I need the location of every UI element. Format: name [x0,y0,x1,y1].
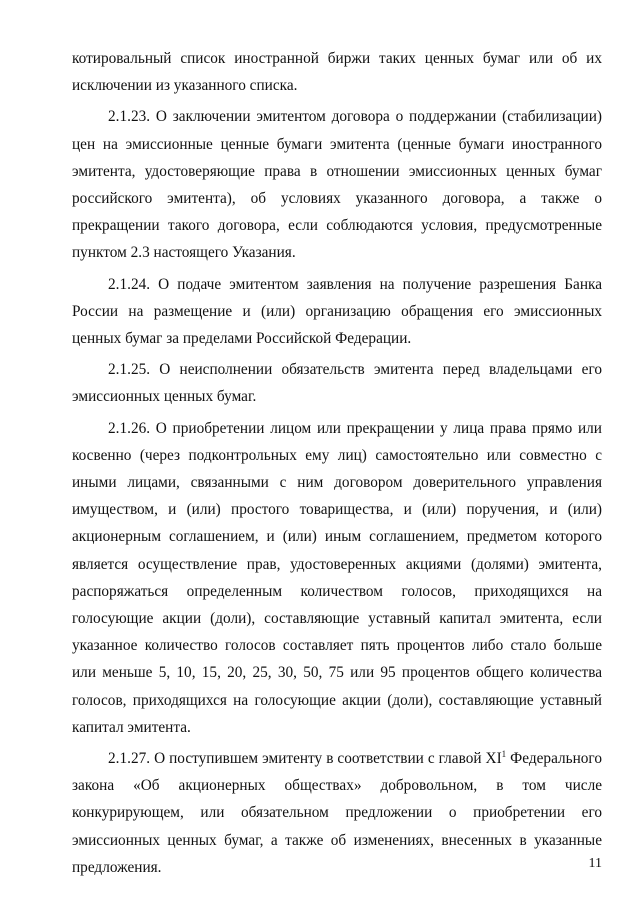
paragraph-2-1-24: 2.1.24. О подаче эмитентом заявления на получение разрешения Банка России на размещение и (или) организацию обращения его эмиссионных ценных бумаг за пределами Российской Федерации. [72,275,602,348]
chapter-superscript: 1 [501,749,507,760]
page-number: 11 [588,856,602,871]
paragraph-2-1-27 [72,745,602,881]
paragraph-2-1-26: 2.1.26. О приобретении лицом или прекращении у лица права прямо или косвенно (через подконтрольных ему лиц) самостоятельно или совместно с иными лицами, связанными с ним договором доверительного управления имуществом, и (или) простого товарищества, и (или) поручения, и (или) акционерным соглашением, и (или) иным соглашением, предметом которого является осуществление прав, удостоверенных акциями (долями) эмитента, распоряжаться определенным количеством голосов, приходящихся на голосующие акции (доли), составляющие уставный капитал эмитента, если указанное количество голосов составляет пять процентов либо стало больше или меньше 5, 10, 15, 20, 25, 30, 50, 75 или 95 процентов общего количества голосов, приходящихся на голосующие акции (доли), составляющие уставный капитал эмитента. [72,419,602,736]
paragraph-2-1-27-text-end: Федерального закона «Об акционерных обществах» добровольном, в том числе конкурирующем, или обязательном предложении о приобретении его эмиссионных ценных бумаг, а также об изменениях, внесенных в указанные предложения. [72,750,602,876]
paragraph-continuation: котировальный список иностранной биржи таких ценных бумаг или об их исключении из указанного списка. [72,50,602,95]
document-page [72,45,602,885]
paragraph-2-1-23: 2.1.23. О заключении эмитентом договора о поддержании (стабилизации) цен на эмиссионные ценные бумаги эмитента (ценные бумаги иностранного эмитента, удостоверяющие права в отношении эмиссионных ценных бумаг российского эмитента), об условиях указанного договора, а также о прекращении такого договора, если соблюдаются условия, предусмотренные пунктом 2.3 настоящего Указания. [72,108,602,262]
paragraph-2-1-27-text-start: 2.1.27. О поступившем эмитенту в соответствии с главой XI [108,750,502,768]
paragraph-2-1-25: 2.1.25. О неисполнении обязательств эмитента перед владельцами его эмиссионных ценных бумаг. [72,361,602,406]
